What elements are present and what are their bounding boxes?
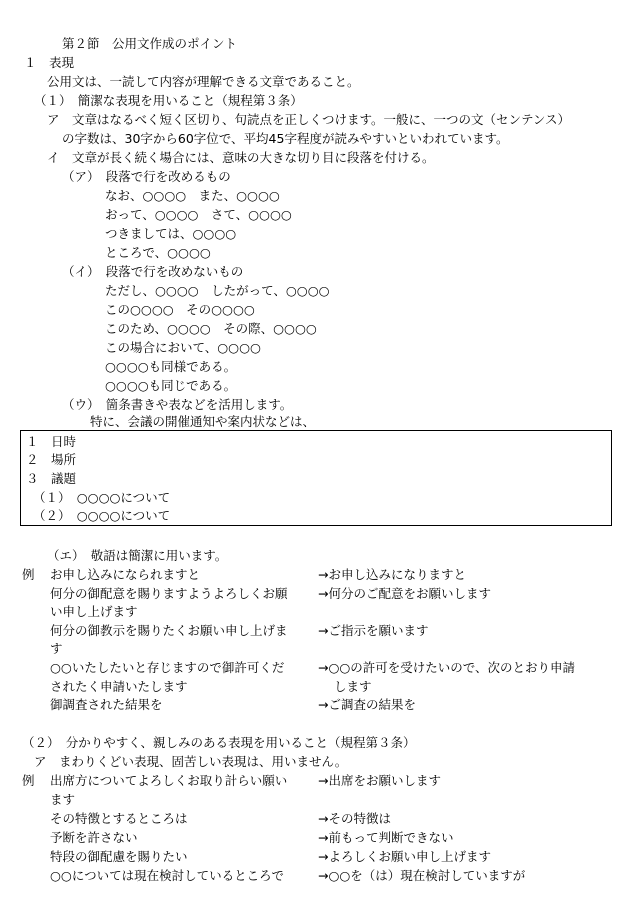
example-after: →何分のご配意をお願いします (318, 586, 491, 601)
example-label: 例 (22, 773, 35, 788)
item-a-heading: （ア） 段落で行を改めるもの (62, 169, 231, 184)
example-before: 特段の御配慮を賜りたい (50, 849, 188, 864)
example-before: 御調査された結果を (50, 697, 163, 712)
item-u-heading: （ウ） 箇条書きや表などを活用します。 (62, 397, 293, 412)
example-after: →○○の許可を受けたいので、次のとおり申請 (318, 660, 576, 675)
agenda-subitem: （２） ○○○○について (33, 508, 171, 523)
example-after: します (334, 679, 372, 694)
list-item: このため、○○○○ その際、○○○○ (105, 321, 317, 336)
example-before: 予断を許さない (50, 830, 138, 845)
item-i-heading: （イ） 段落で行を改めないもの (62, 264, 244, 279)
agenda-box (20, 430, 612, 526)
example-before: 何分の御教示を賜りたくお願い申し上げま (50, 623, 288, 638)
list-item: ところで、○○○○ (105, 245, 211, 260)
example-before: い申し上げます (50, 604, 138, 619)
example-before: その特徴とするところは (50, 811, 188, 826)
example-before: ます (50, 792, 76, 807)
example-after: →よろしくお願い申し上げます (318, 849, 491, 864)
list-item: なお、○○○○ また、○○○○ (105, 188, 280, 203)
example-before: す (50, 641, 63, 656)
item-e-heading: （エ） 敬語は簡潔に用います。 (47, 548, 228, 563)
list-item: ○○○○も同様である。 (105, 359, 237, 374)
example-before: されたく申請いたします (50, 679, 188, 694)
point-a-line1: ア 文章はなるべく短く区切り、句読点を正しくつけます。一般に、一つの文（センテンス） (47, 112, 571, 127)
example-after: →その特徴は (318, 811, 391, 826)
list-item: この場合において、○○○○ (105, 340, 261, 355)
section-title: 第２節 公用文作成のポイント (62, 36, 238, 51)
point-a-line2: の字数は、30字から60字位で、平均45字程度が読みやすいといわれています。 (62, 131, 509, 146)
example-before: ○○いたしたいと存じますので御許可くだ (50, 660, 285, 675)
subsection-2-heading: （２） 分かりやすく、親しみのある表現を用いること（規程第３条） (22, 735, 416, 750)
point-i-line: イ 文章が長く続く場合には、意味の大きな切り目に段落を付ける。 (47, 150, 435, 165)
heading-expression: １ 表現 (24, 55, 75, 70)
subsection-1-heading: （１） 簡潔な表現を用いること（規程第３条） (34, 93, 303, 108)
agenda-item: ２ 場所 (26, 452, 77, 467)
agenda-item: １ 日時 (26, 434, 77, 449)
example-after: →○○を（は）現在検討していますが (318, 868, 526, 883)
intro-text: 公用文は、一読して内容が理解できる文章であること。 (47, 74, 360, 89)
list-item: ただし、○○○○ したがって、○○○○ (105, 283, 330, 298)
list-item: この○○○○ その○○○○ (105, 302, 255, 317)
example-before: 出席方についてよろしくお取り計らい願い (50, 773, 288, 788)
item-u-note: 特に、会議の開催通知や案内状などは、 (90, 414, 316, 429)
agenda-subitem: （１） ○○○○について (33, 490, 171, 505)
example-after: →ご指示を願います (318, 623, 429, 638)
example-after: →ご調査の結果を (318, 697, 416, 712)
example-label: 例 (22, 567, 35, 582)
example-before: お申し込みになられますと (50, 567, 201, 582)
example-after: →出席をお願いします (318, 773, 441, 788)
list-item: ○○○○も同じである。 (105, 378, 237, 393)
point-a-2-line: ア まわりくどい表現、固苦しい表現は、用いません。 (34, 754, 348, 769)
example-before: ○○については現在検討しているところで (50, 868, 284, 883)
example-before: 何分の御配意を賜りますようよろしくお願 (50, 586, 288, 601)
list-item: つきましては、○○○○ (105, 226, 237, 241)
list-item: おって、○○○○ さて、○○○○ (105, 207, 292, 222)
agenda-item: ３ 議題 (26, 471, 77, 486)
example-after: →お申し込みになりますと (318, 567, 466, 582)
example-after: →前もって判断できない (318, 830, 454, 845)
